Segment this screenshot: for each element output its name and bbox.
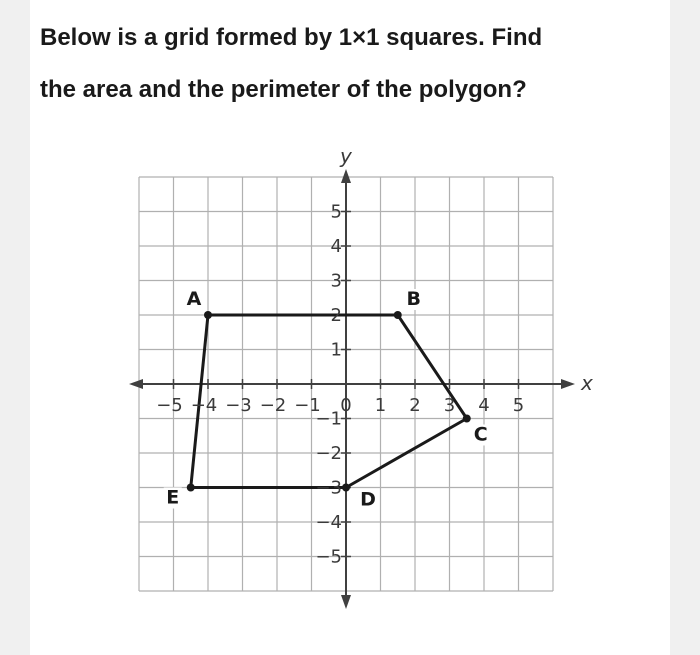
- y-axis-bottom-arrow: [341, 595, 351, 609]
- vertex-c-point: [463, 415, 471, 423]
- y-tick-label: −5: [315, 546, 342, 568]
- x-tick-label: 0: [340, 395, 352, 416]
- x-tick-label: −5: [156, 395, 183, 416]
- vertex-a-point: [204, 311, 212, 319]
- y-tick-label: 2: [330, 305, 342, 326]
- labels: [156, 144, 593, 568]
- y-tick-label: −3: [315, 477, 342, 499]
- x-axis-label: x: [581, 371, 593, 395]
- vertex-b-point: [394, 311, 402, 319]
- y-tick-label: 3: [330, 270, 342, 292]
- x-tick-label: −1: [294, 395, 321, 416]
- vertex-b-label: B: [406, 288, 421, 310]
- x-tick-label: 4: [478, 395, 490, 416]
- x-tick-label: −4: [190, 395, 218, 416]
- y-tick-label: −4: [315, 512, 342, 533]
- x-tick-label: 2: [409, 395, 421, 416]
- question-line-1: Below is a grid formed by 1×1 squares. Find: [40, 24, 543, 51]
- vertex-a-label: A: [186, 288, 202, 310]
- x-tick-label: −3: [225, 395, 252, 416]
- question-line-2: the area and the perimeter of the polygon?: [40, 76, 527, 103]
- vertex-d-point: [342, 484, 350, 492]
- x-axis-right-arrow: [561, 379, 575, 389]
- vertex-d-label: D: [360, 488, 376, 511]
- y-axis-label: y: [340, 144, 352, 168]
- y-tick-label: 5: [330, 201, 342, 223]
- x-tick-label: 3: [443, 395, 456, 416]
- axes: [129, 169, 575, 609]
- x-tick-label: 5: [512, 395, 525, 416]
- x-tick-label: −2: [259, 395, 287, 416]
- y-tick-label: 4: [330, 236, 342, 257]
- x-axis-left-arrow: [129, 379, 143, 389]
- vertex-e-label: E: [166, 486, 180, 509]
- x-tick-label: 1: [374, 395, 387, 416]
- y-tick-label: −2: [315, 443, 342, 464]
- y-tick-label: 1: [330, 339, 342, 361]
- y-tick-label: −1: [315, 408, 342, 430]
- vertex-e-point: [187, 484, 195, 492]
- vertex-c-label: C: [473, 423, 488, 446]
- y-axis-top-arrow: [341, 169, 351, 183]
